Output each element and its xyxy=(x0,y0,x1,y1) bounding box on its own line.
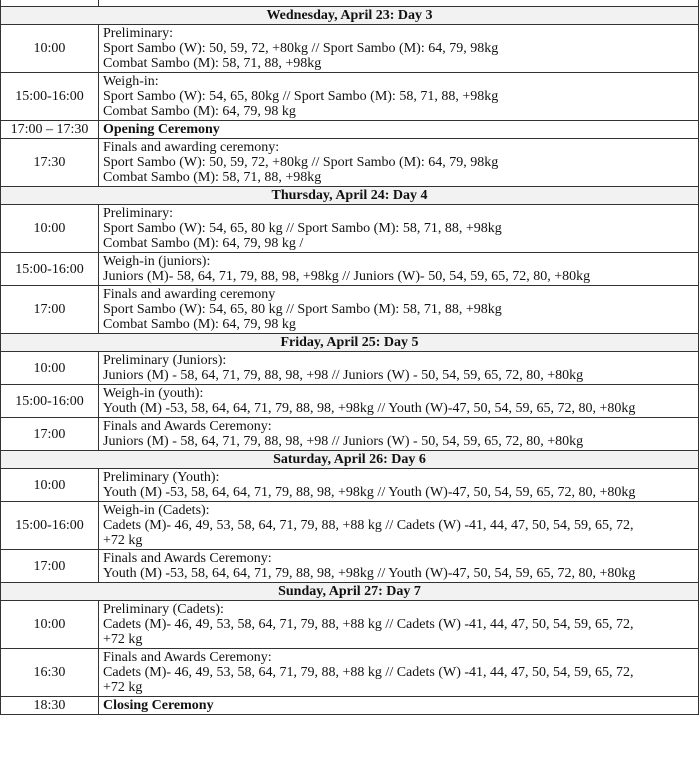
schedule-row xyxy=(1,286,699,334)
event-line: Finals and Awards Ceremony: xyxy=(103,650,272,665)
event-description xyxy=(99,502,699,550)
event-description xyxy=(99,286,699,334)
event-line: Preliminary (Juniors): xyxy=(103,353,227,368)
event-line: Finals and awarding ceremony: xyxy=(103,140,280,155)
time-cell: 15:00-16:00 xyxy=(1,253,99,286)
day-header-row xyxy=(1,7,699,25)
event-description xyxy=(99,385,699,418)
event-description xyxy=(99,253,699,286)
event-description xyxy=(99,649,699,697)
event-line: Combat Sambo (M): 58, 71, 88, +98kg xyxy=(103,56,322,71)
time-cell: 16:30 xyxy=(1,649,99,697)
day-header: Friday, April 25: Day 5 xyxy=(1,334,699,352)
time-cell: 17:00 xyxy=(1,286,99,334)
event-line: Combat Sambo (M): 58, 71, 88, +98kg xyxy=(103,170,322,185)
schedule-row xyxy=(1,352,699,385)
event-line: Weigh-in (Cadets): xyxy=(103,503,210,518)
event-line: +72 kg xyxy=(103,632,143,647)
time-cell: 10:00 xyxy=(1,469,99,502)
event-line: Closing Ceremony xyxy=(103,698,214,713)
event-line: Combat Sambo (M): 64, 79, 98 kg xyxy=(103,317,296,332)
time-cell: 15:00-16:00 xyxy=(1,73,99,121)
event-line: Finals and Awards Ceremony: xyxy=(103,419,272,434)
schedule-row xyxy=(1,649,699,697)
event-description xyxy=(99,139,699,187)
time-cell: 15:00-16:00 xyxy=(1,385,99,418)
time-cell: 10:00 xyxy=(1,352,99,385)
event-line: Juniors (M) - 58, 64, 71, 79, 88, 98, +98 // Juniors (W) - 50, 54, 59, 65, 72, 80, +80kg xyxy=(103,368,584,383)
event-line: Finals and Awards Ceremony: xyxy=(103,551,272,566)
event-line: Youth (M) -53, 58, 64, 64, 71, 79, 88, 98, +98kg // Youth (W)-47, 50, 54, 59, 65, 72, 80, +80kg xyxy=(103,485,636,500)
event-description xyxy=(99,352,699,385)
event-line: Opening Ceremony xyxy=(103,122,220,137)
time-cell: 18:30 xyxy=(1,697,99,715)
schedule-row xyxy=(1,550,699,583)
event-description xyxy=(99,469,699,502)
event-line: Sport Sambo (W): 50, 59, 72, +80kg // Sport Sambo (M): 64, 79, 98kg xyxy=(103,41,499,56)
time-cell: 10:00 xyxy=(1,205,99,253)
event-line: Youth (M) -53, 58, 64, 64, 71, 79, 88, 98, +98kg // Youth (W)-47, 50, 54, 59, 65, 72, 80, +80kg xyxy=(103,566,636,581)
event-line: Combat Sambo (M): 64, 79, 98 kg / xyxy=(103,236,304,251)
schedule-row xyxy=(1,385,699,418)
schedule-row xyxy=(1,469,699,502)
event-description xyxy=(99,205,699,253)
event-line: Finals and awarding ceremony xyxy=(103,287,276,302)
event-line: Cadets (M)- 46, 49, 53, 58, 64, 71, 79, 88, +88 kg // Cadets (W) -41, 44, 47, 50, 54, 59, 65, 72, xyxy=(103,617,634,632)
event-line: Weigh-in: xyxy=(103,74,159,89)
day-header: Thursday, April 24: Day 4 xyxy=(1,187,699,205)
schedule-row xyxy=(1,205,699,253)
schedule-row xyxy=(1,25,699,73)
event-line: Sport Sambo (W): 54, 65, 80 kg // Sport Sambo (M): 58, 71, 88, +98kg xyxy=(103,302,502,317)
event-line: Juniors (M)- 58, 64, 71, 79, 88, 98, +98kg // Juniors (W)- 50, 54, 59, 65, 72, 80, +80kg xyxy=(103,269,591,284)
event-description xyxy=(99,697,699,715)
time-cell: 10:00 xyxy=(1,601,99,649)
event-description xyxy=(99,121,699,139)
day-header: Wednesday, April 23: Day 3 xyxy=(1,7,699,25)
event-line: Preliminary: xyxy=(103,206,173,221)
schedule-row xyxy=(1,139,699,187)
event-line: Sport Sambo (W): 54, 65, 80kg // Sport Sambo (M): 58, 71, 88, +98kg xyxy=(103,89,499,104)
event-line: Sport Sambo (W): 54, 65, 80 kg // Sport Sambo (M): 58, 71, 88, +98kg xyxy=(103,221,502,236)
schedule-body xyxy=(1,0,699,715)
event-line: +72 kg xyxy=(103,533,143,548)
event-line: Sport Sambo (W): 50, 59, 72, +80kg // Sport Sambo (M): 64, 79, 98kg xyxy=(103,155,499,170)
day-header-row xyxy=(1,451,699,469)
event-description xyxy=(99,73,699,121)
event-description xyxy=(99,601,699,649)
event-line: Weigh-in (juniors): xyxy=(103,254,211,269)
event-line: Youth (M) -53, 58, 64, 64, 71, 79, 88, 98, +98kg // Youth (W)-47, 50, 54, 59, 65, 72, 80, +80kg xyxy=(103,401,636,416)
event-line: Preliminary (Youth): xyxy=(103,470,220,485)
schedule-row xyxy=(1,73,699,121)
time-cell: 17:00 xyxy=(1,550,99,583)
event-description xyxy=(99,25,699,73)
schedule-row xyxy=(1,418,699,451)
event-line: Cadets (M)- 46, 49, 53, 58, 64, 71, 79, 88, +88 kg // Cadets (W) -41, 44, 47, 50, 54, 59, 65, 72, xyxy=(103,518,634,533)
time-cell: 17:30 xyxy=(1,139,99,187)
time-cell: 17:00 xyxy=(1,418,99,451)
time-cell: 17:00 – 17:30 xyxy=(1,121,99,139)
event-description xyxy=(99,550,699,583)
event-line: Cadets (M)- 46, 49, 53, 58, 64, 71, 79, 88, +88 kg // Cadets (W) -41, 44, 47, 50, 54, 59, 65, 72, xyxy=(103,665,634,680)
schedule-row xyxy=(1,121,699,139)
day-header: Saturday, April 26: Day 6 xyxy=(1,451,699,469)
schedule-row xyxy=(1,253,699,286)
event-line: Weigh-in (youth): xyxy=(103,386,204,401)
time-cell: 10:00 xyxy=(1,25,99,73)
event-line: +72 kg xyxy=(103,680,143,695)
event-line: Combat Sambo (M): 64, 79, 98 kg xyxy=(103,104,296,119)
schedule-row xyxy=(1,697,699,715)
schedule-row xyxy=(1,502,699,550)
day-header-row xyxy=(1,187,699,205)
day-header: Sunday, April 27: Day 7 xyxy=(1,583,699,601)
event-description xyxy=(99,418,699,451)
event-line: Preliminary (Cadets): xyxy=(103,602,224,617)
event-line: Juniors (M) - 58, 64, 71, 79, 88, 98, +98 // Juniors (W) - 50, 54, 59, 65, 72, 80, +80kg xyxy=(103,434,584,449)
schedule-row xyxy=(1,601,699,649)
time-cell: 15:00-16:00 xyxy=(1,502,99,550)
event-line: Preliminary: xyxy=(103,26,173,41)
day-header-row xyxy=(1,334,699,352)
day-header-row xyxy=(1,583,699,601)
